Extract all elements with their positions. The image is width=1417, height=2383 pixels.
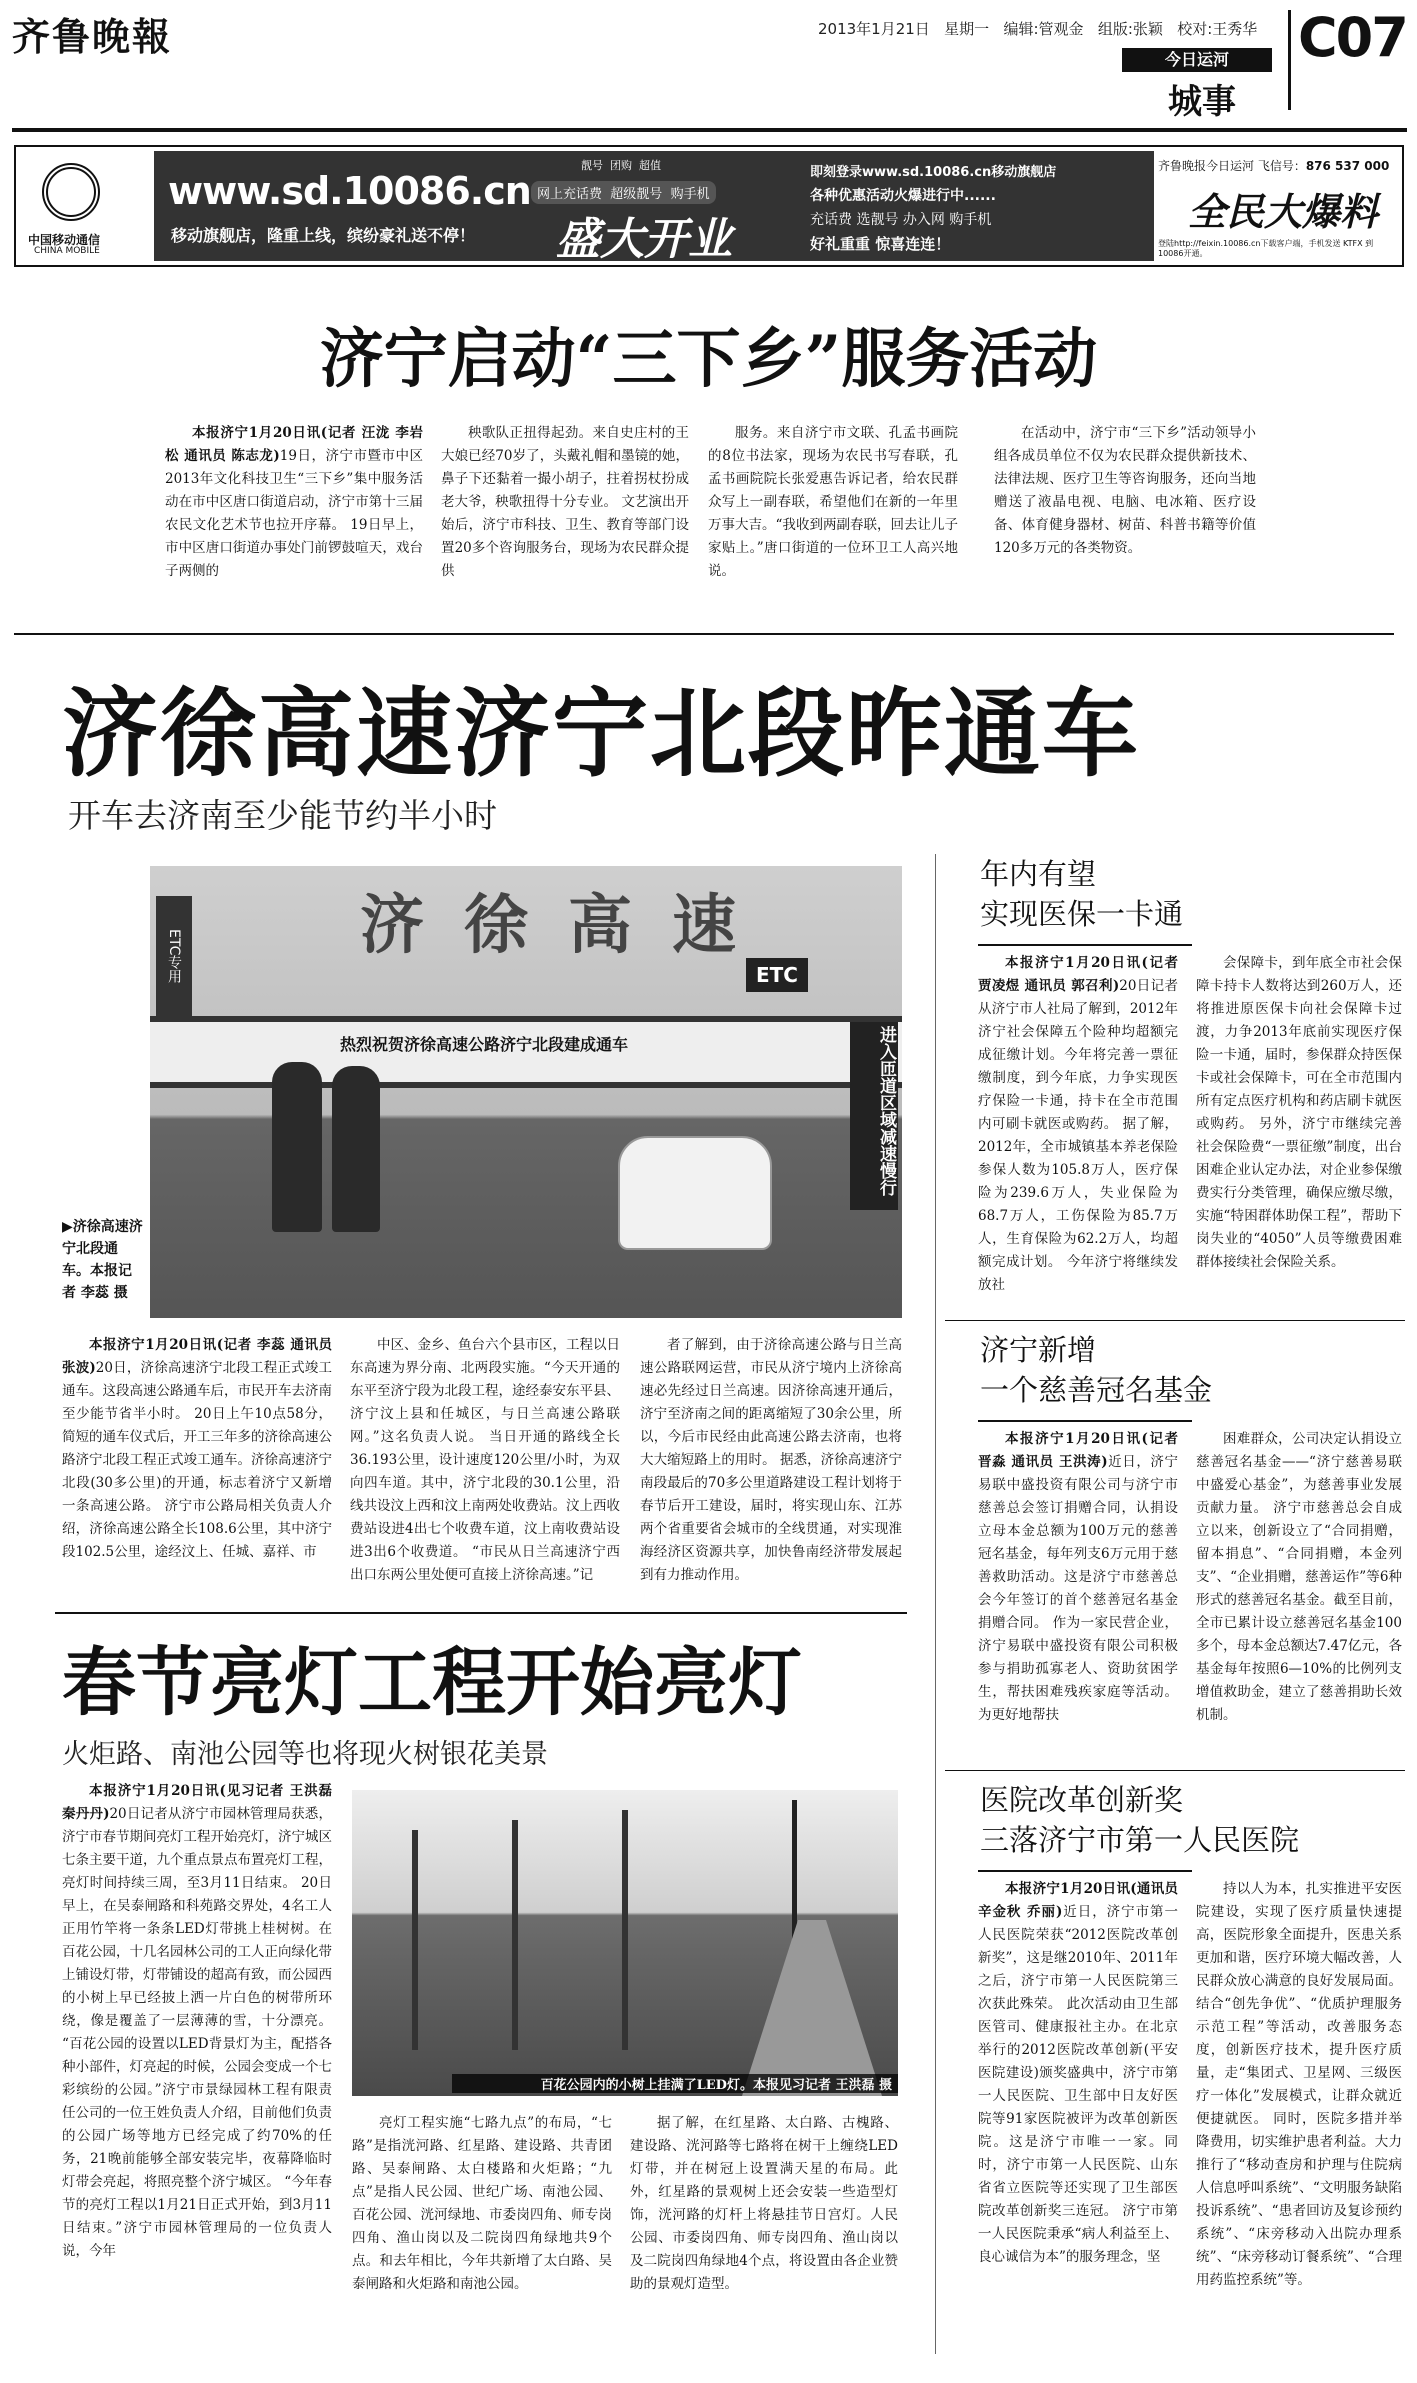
side1-underline bbox=[978, 944, 1192, 946]
side3-headline-line2: 三落济宁市第一人民医院 bbox=[980, 1823, 1300, 1857]
side3-text-2: 持以人为本，扎实推进平安医院建设，实现了医疗质量快速提高，医院形象全面提升，医患关系更加和谐，医疗环境大幅改善，人民群众放心满意的良好发展局面。 结合“创先争优”、“优质护理服务示范工程”等活动，改善服务态度，创新医疗技术，提升医疗质量，走“集团式、卫星网、三级医疗一体化”发展模式，让群众就近便捷就医。 同时，医院多措并举降费用，切实维护患者利益。大力推行了“移动查房和护理与住院病人信息呼叫系统”、“文明服务缺陷投诉系统”、“患者回访及复诊预约系统”、“床旁移动入出院办理系统”、“床旁移动订餐系统”、“合理用药监控系统”等。 bbox=[1196, 1881, 1402, 2288]
ad-hotline-number[interactable]: 876 537 000 bbox=[1305, 159, 1390, 173]
date-meta bbox=[818, 18, 1257, 39]
story2-headline: 济徐高速济宁北段昨通车 bbox=[62, 677, 1140, 790]
side2-byline: 本报济宁1月20日讯(记者 晋淼 通讯员 王洪涛) bbox=[978, 1431, 1178, 1470]
ad-tags bbox=[531, 181, 716, 204]
ad-tag: 靓号 bbox=[581, 159, 603, 172]
designer: 组版:张颖 bbox=[1097, 20, 1163, 38]
page-number: C07 bbox=[1298, 6, 1407, 69]
side3-byline: 本报济宁1月20日讯(通讯员 辛金秋 乔丽) bbox=[978, 1881, 1178, 1920]
story3-col3 bbox=[630, 2112, 898, 2296]
divider-story1 bbox=[14, 633, 1394, 635]
section-name: 城事 bbox=[1168, 82, 1236, 122]
side2-text-1: 近日，济宁易联中盛投资有限公司与济宁市慈善总会签订捐赠合同，认捐设立母本金总额为100万元的慈善冠名基金，每年列支6万元用于慈善救助活动。这是济宁市慈善总会今年签订的首个慈善冠名基金捐赠合同。 作为一家民营企业，济宁易联中盛投资有限公司积极参与捐助孤寡老人、资助贫困学生，帮扶困难残疾家庭等活动。为更好地帮扶 bbox=[978, 1454, 1178, 1723]
story1-byline: 本报济宁1月20日讯(记者 汪泷 李岩松 通讯员 陈志龙) bbox=[165, 425, 423, 464]
story3-photo bbox=[352, 1790, 898, 2096]
walkway bbox=[742, 1920, 882, 2096]
side1-headline-line2: 实现医保一卡通 bbox=[980, 897, 1184, 931]
story2-byline: 本报济宁1月20日讯(记者 李蕊 通讯员 张波) bbox=[62, 1337, 332, 1376]
officer bbox=[272, 1062, 322, 1232]
ad-promo-line: 各种优惠活动火爆进行中...... bbox=[810, 188, 996, 204]
side3-col1 bbox=[978, 1878, 1178, 2269]
date: 2013年1月21日 bbox=[818, 20, 930, 38]
paper-logo: 齐鲁晚報 bbox=[12, 14, 173, 59]
story1-text-1: 19日，济宁市暨市中区2013年文化科技卫生“三下乡”集中服务活动在市中区唐口街道启动，济宁市第十三届农民文化艺术节也拉开序幕。 19日早上，市中区唐口街道办事处门前锣鼓喧天，戏台子两侧的 bbox=[165, 448, 423, 579]
car bbox=[618, 1136, 772, 1250]
divider-side1 bbox=[945, 1320, 1405, 1321]
ad-gift-line: 好礼重重 惊喜连连！ bbox=[810, 235, 951, 253]
side1-byline: 本报济宁1月20日讯(记者 贾凌煜 通讯员 郭召利) bbox=[978, 955, 1178, 994]
story2-col1 bbox=[62, 1334, 332, 1564]
side3-text-1: 近日，济宁市第一人民医院荣获“2012医院改革创新奖”，这是继2010年、2011年之后，济宁市第一人民医院第三次获此殊荣。 此次活动由卫生部医管司、健康报社主办。在北京举行的2012医院改革创新(平安医院建设)颁奖盛典中，济宁市第一人民医院、卫生部中日友好医院等91家医院被评为改革创新医院。这是济宁市唯一一家。同时，济宁市第一人民医院、山东省省立医院等还实现了卫生部医院改革创新奖三连冠。 济宁市第一人民医院秉承“病人利益至上、良心诚信为本”的服务理念，坚 bbox=[978, 1904, 1179, 2265]
ad-tag: 团购 bbox=[610, 159, 632, 172]
story3-text-3: 据了解，在红星路、太白路、古槐路、建设路、洸河路等七路将在树干上缠绕LED灯带，并在树冠上设置满天星的布局。此外，红星路的景观树上还会安装一些造型灯饰，洸河路的灯杆上将悬挂节日宫灯。人民公园、市委岗四角、师专岗四角、渔山岗以及二院岗四角绿地4个点，将设置由各企业赞助的景观灯造型。 bbox=[630, 2115, 898, 2292]
ad-tag: 网上充话费 bbox=[537, 187, 603, 202]
side2-headline-line1: 济宁新增 bbox=[980, 1333, 1097, 1367]
story1-col3 bbox=[708, 422, 958, 583]
story3-photo-caption: 百花公园内的小树上挂满了LED灯。本报见习记者 王洪磊 摄 bbox=[452, 2074, 898, 2093]
side1-text-1: 20日记者从济宁市人社局了解到，2012年济宁社会保障五个险种均超额完成征缴计划。今年将完善一票征缴制度，到今年底，力争实现医疗保险一卡通，持卡在全市范围内可刷卡就医或购药。 据了解，2012年，全市城镇基本养老保险参保人数为105.8万人，医疗保险为239.6万人，失业保险为68.7万人，工伤保险为85.7万人，生育保险为62.2万人，均超额完成计划。 今年济宁将继续发放社 bbox=[978, 978, 1178, 1293]
side3-headline-line1: 医院改革创新奖 bbox=[980, 1783, 1184, 1817]
etc-sign: ETC bbox=[746, 958, 808, 992]
slow-sign: 进入匝道区域减速慢行 bbox=[850, 1022, 898, 1210]
ad-url[interactable]: www.sd.10086.cn bbox=[168, 169, 531, 213]
canopy-banner: 热烈祝贺济徐高速公路济宁北段建成通车 bbox=[340, 1035, 629, 1054]
editor: 编辑:管观金 bbox=[1003, 20, 1084, 38]
gate-sign: 济徐高速 bbox=[360, 888, 776, 963]
ad-hotline-text: 齐鲁晚报今日运河 飞信号： bbox=[1158, 159, 1306, 173]
story2-text-3: 者了解到，由于济徐高速公路与日兰高速公路联网运营，市民从济宁境内上济徐高速必先经过日兰高速。因济徐高速开通后，济宁至济南之间的距离缩短了30余公里，所以，今后市民经由此高速公路去济南，也将大大缩短路上的用时。 据悉，济徐高速济宁南段最后的70多公里道路建设工程计划将于春节后开工建设，届时，将实现山东、江苏两个省重要省会城市的全线贯通，对实现淮海经济区资源共享，加快鲁南经济带发展起到有力推动作用。 bbox=[640, 1337, 902, 1583]
side3-underline bbox=[978, 1870, 1192, 1872]
side2-col2 bbox=[1196, 1428, 1402, 1727]
side1-headline bbox=[980, 854, 1183, 934]
weekday: 星期一 bbox=[944, 20, 990, 38]
divider-side2 bbox=[945, 1770, 1405, 1771]
etc-lane-sign: ETC专用 bbox=[156, 896, 192, 1016]
side1-headline-line1: 年内有望 bbox=[980, 857, 1097, 891]
side3-headline bbox=[980, 1780, 1299, 1860]
story1-text-4: 在活动中，济宁市“三下乡”活动领导小组各成员单位不仅为农民群众提供新技术、法律法规、医疗卫生等咨询服务，还向当地赠送了液晶电视、电脑、电冰箱、医疗设备、体育健身器材、树苗、科普书籍等价值120多万元的各类物资。 bbox=[994, 425, 1256, 556]
side2-headline bbox=[980, 1330, 1212, 1410]
divider-story2 bbox=[55, 1612, 907, 1614]
story2-text-1: 20日，济徐高速济宁北段工程正式竣工通车。这段高速公路通车后，市民开车去济南至少能节省半小时。 20日上午10点58分，简短的通车仪式后，开工三年多的济徐高速公路济宁北段工程正式竣工通车。济徐高速济宁北段(30多公里)的开通，标志着济宁又新增一条高速公路。 济宁市公路局相关负责人介绍，济徐高速公路全长108.6公里，其中济宁段102.5公里，途经汶上、任城、嘉祥、市 bbox=[62, 1360, 333, 1560]
story2-text-2: 中区、金乡、鱼台六个县市区，工程以日东高速为界分南、北两段实施。“今天开通的东平至济宁段为北段工程，途经泰安东平县、济宁汶上县和任城区，与日兰高速公路联网。”这名负责人说。 当日开通的路线全长36.193公里，设计速度120公里/小时，为双向四车道。其中，济宁北段的30.1公里，沿线共设汶上西和汶上南两处收费站。汶上西收费站设进4出七个收费车道，汶上南收费站设进3出6个收费道。 “市民从日兰高速济宁西出口东两公里处便可直接上济徐高速。”记 bbox=[350, 1337, 620, 1583]
ad-tag: 购手机 bbox=[670, 187, 710, 202]
story3-subhead: 火炬路、南池公园等也将现火树银花美景 bbox=[62, 1739, 548, 1770]
story1-col4 bbox=[994, 422, 1256, 560]
story3-byline: 本报济宁1月20日讯(见习记者 王洪磊 秦丹丹) bbox=[62, 1783, 332, 1822]
story2-photo-caption: ▶济徐高速济宁北段通车。本报记者 李蕊 摄 bbox=[62, 1219, 143, 1301]
story3-col2 bbox=[352, 2112, 612, 2296]
story2-photo bbox=[150, 866, 902, 1318]
side1-col2 bbox=[1196, 952, 1402, 1274]
ad-grand-open: 盛大开业 bbox=[556, 214, 732, 265]
story1-text-3: 服务。来自济宁市文联、孔孟书画院的8位书法家，现场为农民书写春联，孔孟书画院院长张爱惠告诉记者，给农民群众写上一副春联，希望他们在新的一年里万事大吉。“我收到两副春联，回去让儿子家贴上。”唐口街道的一位环卫工人高兴地说。 bbox=[708, 425, 958, 579]
side1-col1 bbox=[978, 952, 1178, 1297]
ad-brand-name-en: CHINA MOBILE bbox=[34, 246, 100, 256]
ad-tipoff: 全民大爆料 bbox=[1188, 189, 1379, 234]
side2-headline-line2: 一个慈善冠名基金 bbox=[980, 1373, 1213, 1407]
china-mobile-logo-icon bbox=[42, 163, 100, 221]
ad-hotline-label bbox=[1158, 157, 1389, 174]
column-tag: 今日运河 bbox=[1122, 48, 1272, 72]
side1-text-2: 会保障卡，到年底全市社会保障卡持卡人数将达到260万人，还将推进原医保卡向社会保障卡过渡，力争2013年底前实现医疗保险一卡通，届时，参保群众持医保卡或社会保障卡，可在全市范围内所有定点医疗机构和药店刷卡就医或购药。 另外，济宁市继续完善社会保险费“一票征缴”制度，出台困难企业认定办法，对企业参保缴费实行分类管理，确保应缴尽缴，实施“特困群体助保工程”，帮助下岗失业的“4050”人员等缴费困难群体接续社会保险关系。 bbox=[1196, 955, 1402, 1270]
story3-text-2: 亮灯工程实施“七路九点”的布局，“七路”是指洸河路、红星路、建设路、共青团路、吴泰闸路、太白楼路和火炬路；“九点”是指人民公园、世纪广场、南池公园、百花公园、洸河绿地、市委岗四角、师专岗四角、渔山岗以及二院岗四角绿地共9个点。和去年相比，今年共新增了太白路、吴泰闸路和火炬路和南池公园。 bbox=[352, 2115, 612, 2292]
side3-col2 bbox=[1196, 1878, 1402, 2292]
story3-text-1: 20日记者从济宁市园林管理局获悉，济宁市春节期间亮灯工程开始亮灯，济宁城区七条主要干道，九个重点景点布置亮灯工程，亮灯时间持续三周，至3月11日结束。 20日早上，在吴泰闸路和科苑路交界处，4名工人正用竹竿将一条条LED灯带挑上桂树树。在百花公园，十几名园林公司的工人正向绿化带上铺设灯带，灯带铺设的超高有致，而公园西的小树上早已经披上洒一片白色的树带所环绕，像是覆盖了一层薄薄的雪，十分漂亮。 “百花公园的设置以LED背景灯为主，配搭各种小部件，灯亮起的时候，公园会变成一个七彩缤纷的公园。”济宁市景绿园林工程有限责任公司的一位王姓负责人介绍，目前他们负责的公园广场等地方已经完成了约70%的任务，21晚前能够全部安装完毕，夜幕降临时灯带会亮起，将照亮整个济宁城区。 “今年春节的亮灯工程以1月21日正式开始，到3月11日结束。”济宁市园林管理局的一位负责人说，今年 bbox=[62, 1806, 332, 2259]
ad-tag: 超级靓号 bbox=[610, 187, 663, 202]
ad-tag: 超值 bbox=[639, 159, 661, 172]
masthead-rule bbox=[12, 128, 1407, 132]
story2-col2 bbox=[350, 1334, 620, 1587]
ad-fetion-note: 登陆http://feixin.10086.cn下载客户端，手机发送 KTFX 到10086开通。 bbox=[1158, 239, 1374, 258]
story2-col3 bbox=[640, 1334, 902, 1587]
proofreader: 校对:王秀华 bbox=[1177, 20, 1258, 38]
ad-store-line: 移动旗舰店，隆重上线，缤纷豪礼送不停！ bbox=[171, 226, 476, 245]
ad-login-line: 即刻登录www.sd.10086.cn移动旗舰店 bbox=[810, 165, 1057, 180]
officer bbox=[332, 1066, 380, 1232]
ad-services: 充话费 选靓号 办入网 购手机 bbox=[810, 212, 992, 228]
story2-subhead: 开车去济南至少能节约半小时 bbox=[68, 796, 497, 835]
tree bbox=[622, 1810, 628, 2050]
ad-banner[interactable] bbox=[14, 145, 1404, 267]
story1-col2 bbox=[441, 422, 689, 583]
story3-headline: 春节亮灯工程开始亮灯 bbox=[62, 1640, 802, 1726]
tree bbox=[412, 1830, 418, 2050]
side2-col1 bbox=[978, 1428, 1178, 1727]
story1-col1 bbox=[165, 422, 423, 583]
ad-brand-name: 中国移动通信 bbox=[28, 233, 101, 247]
ad-tags-top bbox=[581, 157, 661, 173]
story3-col1 bbox=[62, 1780, 332, 2263]
story1-text-2: 秧歌队正扭得起劲。来自史庄村的王大娘已经70岁了，头戴礼帽和墨镜的她，鼻子下还黏着一撮小胡子，拄着拐杖扮成老大爷，秧歌扭得十分专业。 文艺演出开始后，济宁市科技、卫生、教育等部门设置20多个咨询服务台，现场为农民群众提供 bbox=[441, 425, 689, 579]
side-column-rule bbox=[935, 854, 936, 2354]
tree bbox=[512, 1820, 518, 2050]
masthead-vertical-rule bbox=[1288, 10, 1291, 110]
side2-text-2: 困难群众，公司决定认捐设立慈善冠名基金——“济宁慈善易联中盛爱心基金”，为慈善事业发展贡献力量。 济宁市慈善总会自成立以来，创新设立了“合同捐赠，留本捐息”、“合同捐赠，本金列支”、“企业捐赠，慈善运作”等6种形式的慈善冠名基金。截至目前，全市已累计设立慈善冠名基金100多个，母本金总额达7.47亿元，各基金每年按照6—10%的比例列支增值救助金，建立了慈善捐助长效机制。 bbox=[1196, 1431, 1402, 1723]
story1-headline: 济宁启动“三下乡”服务活动 bbox=[319, 322, 1098, 397]
side2-underline bbox=[978, 1420, 1192, 1422]
